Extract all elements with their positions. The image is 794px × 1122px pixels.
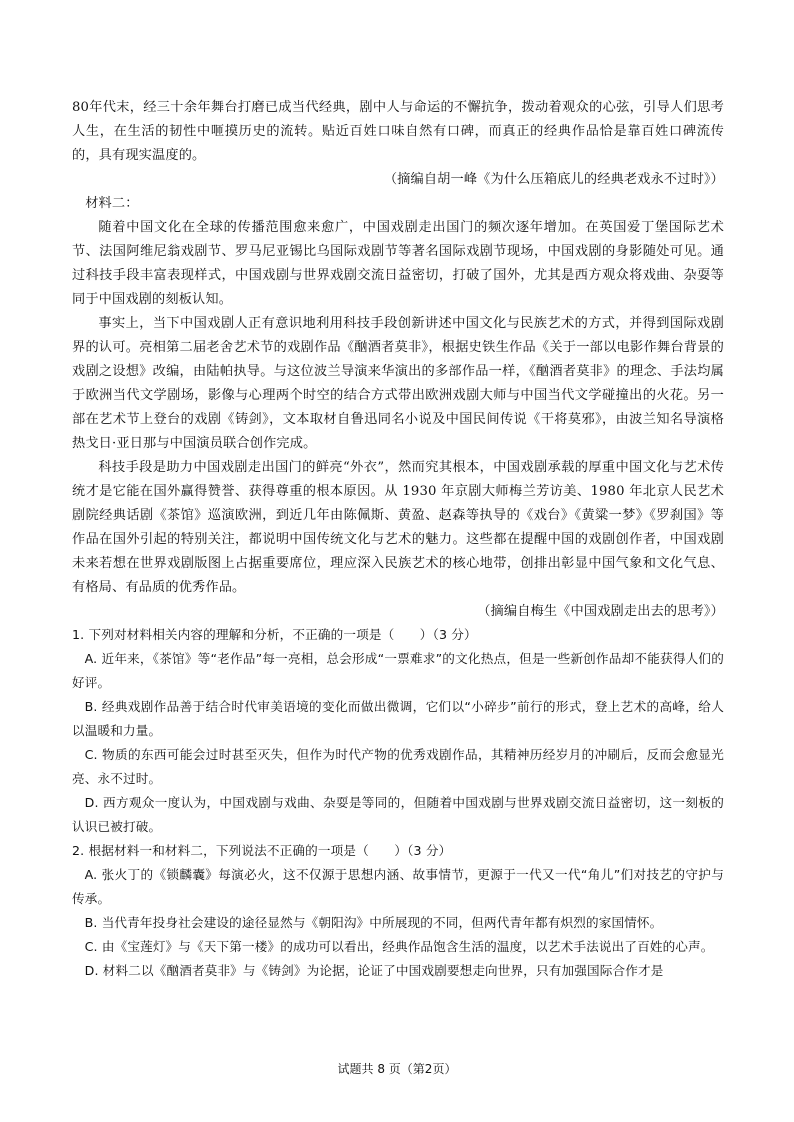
material1-continuation: 80年代末，经三十余年舞台打磨已成当代经典，剧中人与命运的不懈抗争，拨动着观众的心弦，引导人们思考人生，在生活的韧性中咂摸历史的流转。贴近百姓口味自然有口碑，而真正的经典作品恰是靠百姓口碑流传的，具有现实温度的。 [72, 100, 724, 163]
question-2-stem: 2. 根据材料一和材料二，下列说法不正确的一项是（ ）（3 分） [72, 843, 452, 858]
material2-label: 材料二： [85, 196, 139, 211]
question-2-option-d[interactable]: D. 材料二以《酗酒者莫非》与《铸剑》为论据，论证了中国戏剧要想走向世界，只有加强国际合作才是 [84, 963, 664, 978]
question-1-stem: 1. 下列对材料相关内容的理解和分析，不正确的一项是（ ）（3 分） [72, 627, 477, 642]
material1-tail [72, 96, 724, 192]
question-2-option-b[interactable]: B. 当代青年投身社会建设的途径显然与《朝阳沟》中所展现的不同，但两代青年都有炽烈的家国情怀。 [84, 915, 663, 930]
question-1-option-d[interactable]: D. 西方观众一度认为，中国戏剧与戏曲、杂耍是等同的，但随着中国戏剧与世界戏剧交流日益密切，这一刻板的认识已被打破。 [72, 795, 724, 834]
question-2-option-a[interactable]: A. 张火丁的《锁麟囊》每演必火，这不仅源于思想内涵、故事情节，更源于一代又一代“角儿”们对技艺的守护与传承。 [72, 867, 724, 906]
material2-paragraph-1: 随着中国文化在全球的传播范围愈来愈广，中国戏剧走出国门的频次逐年增加。在英国爱丁堡国际艺术节、法国阿维尼翁戏剧节、罗马尼亚锡比乌国际戏剧节等著名国际戏剧节现场，中国戏剧的身影随处可见。通过科技手段丰富表现样式，中国戏剧与世界戏剧交流日益密切，打破了国外，尤其是西方观众将戏曲、杂耍等同于中国戏剧的刻板认知。 [72, 220, 724, 307]
material2-paragraph-2: 事实上，当下中国戏剧人正有意识地利用科技手段创新讲述中国文化与民族艺术的方式，并得到国际戏剧界的认可。亮相第二届老舍艺术节的戏剧作品《酗酒者莫非》，根据史铁生作品《关于一部以电影作舞台背景的戏剧之设想》改编，由陆帕执导。与这位波兰导演来华演出的多部作品一样，《酗酒者莫非》的理念、手法均属于欧洲当代文学剧场，影像与心理两个时空的结合方式带出欧洲戏剧大师与中国当代文学碰撞出的火花。另一部在艺术节上登台的戏剧《铸剑》，文本取材自鲁迅同名小说及中国民间传说《干将莫邪》，由波兰知名导演格热戈日·亚日那与中国演员联合创作完成。 [72, 316, 724, 451]
material1-source: （摘编自胡一峰《为什么压箱底儿的经典老戏永不过时》） [383, 172, 724, 187]
question-1-option-a[interactable]: A. 近年来，《茶馆》等“老作品”每一亮相，总会形成“一票难求”的文化热点，但是一些新创作品却不能获得人们的好评。 [72, 651, 724, 690]
material2-paragraph-3: 科技手段是助力中国戏剧走出国门的鲜亮“外衣”，然而究其根本，中国戏剧承载的厚重中国文化与艺术传统才是它能在国外赢得赞誉、获得尊重的根本原因。从 1930 年京剧大师梅兰芳访美、1980 年北京人民艺术剧院经典话剧《茶馆》巡演欧洲，到近几年由陈佩斯、黄盈、赵森等执导的《戏台》《黄粱一梦》《罗刹国》等作品在国外引起的特别关注，都说明中国传统文化与艺术的魅力。这些都在提醒中国的戏剧创作者，中国戏剧未来若想在世界戏剧版图上占据重要席位，理应深入民族艺术的核心地带，创排出彰显中国气象和文化气息、有格局、有品质的优秀作品。 [72, 460, 724, 595]
page-footer: 试题共 8 页（第2页） [337, 1062, 457, 1076]
material2-section [72, 192, 724, 624]
material2-source: （摘编自梅生《中国戏剧走出去的思考》） [477, 604, 724, 619]
question-2-option-c[interactable]: C. 由《宝莲灯》与《天下第一楼》的成功可以看出，经典作品饱含生活的温度，以艺术手法说出了百姓的心声。 [84, 939, 714, 954]
question-1-option-c[interactable]: C. 物质的东西可能会过时甚至灭失，但作为时代产物的优秀戏剧作品，其精神历经岁月的冲刷后，反而会愈显光亮、永不过时。 [72, 747, 724, 786]
question-2 [72, 839, 724, 983]
question-1-option-b[interactable]: B. 经典戏剧作品善于结合时代审美语境的变化而做出微调，它们以“小碎步”前行的形式，登上艺术的高峰，给人以温暖和力量。 [72, 699, 724, 738]
question-1 [72, 623, 724, 839]
